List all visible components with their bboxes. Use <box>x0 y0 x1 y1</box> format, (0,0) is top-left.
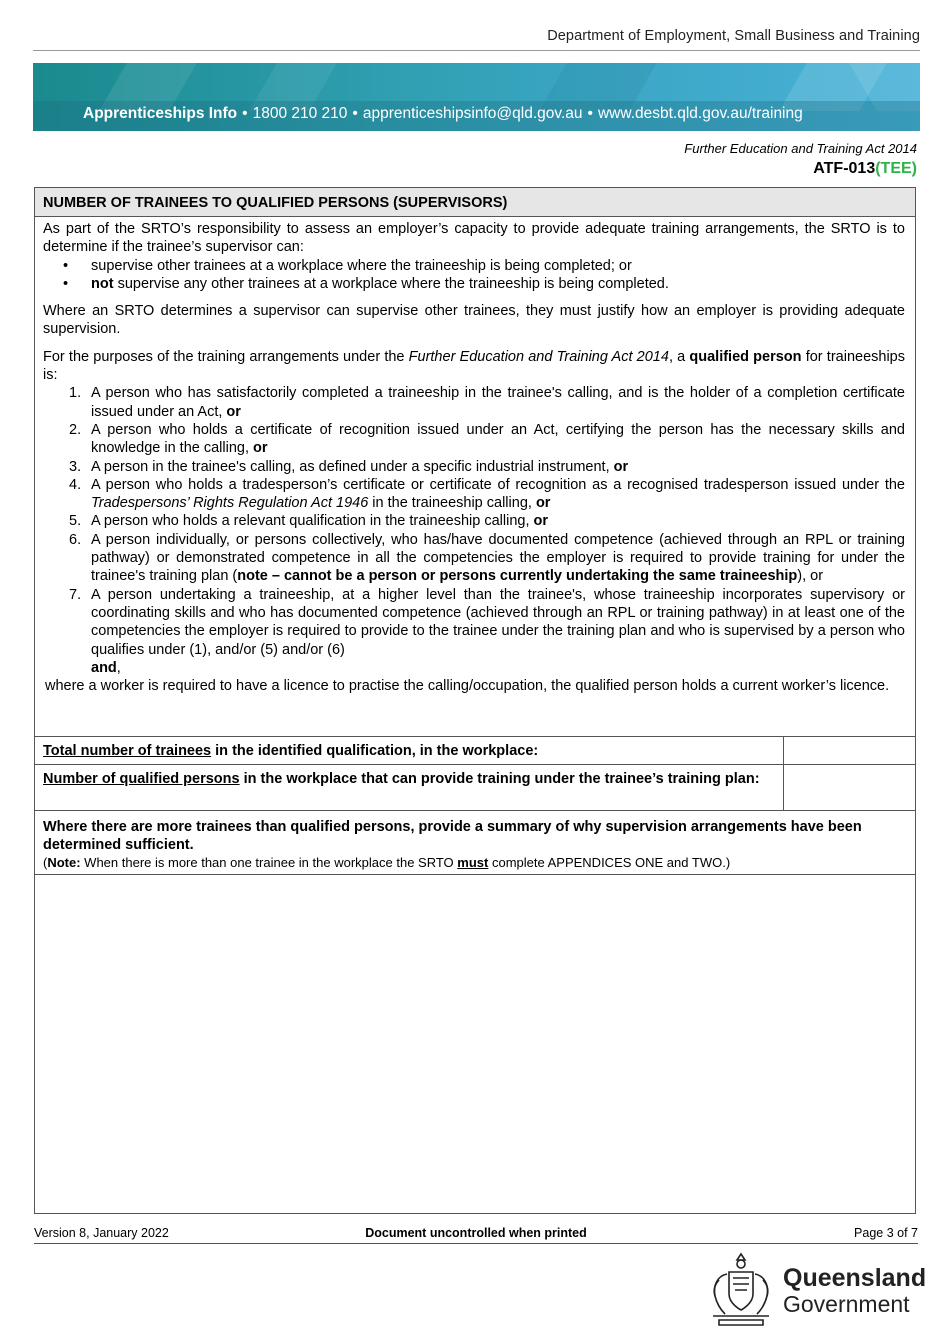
appendix-note: (Note: When there is more than one trainee in the workplace the SRTO must complete APPENDICES ONE and TWO.) <box>43 855 731 870</box>
form-code-suffix: (TEE) <box>875 160 917 177</box>
qualified-persons-row <box>35 764 915 810</box>
bullet-separator: • <box>352 105 358 122</box>
section-title: NUMBER OF TRAINEES TO QUALIFIED PERSONS (SUPERVISORS) <box>35 188 915 217</box>
website-link[interactable]: www.desbt.qld.gov.au/training <box>597 105 803 122</box>
list-item: 6. A person individually, or persons collectively, who has/have documented competence (achieved through an RPL or training pathway) or demonstrated competence in all the competencies the employer is required to provide training for under the trainee's training plan (note – cannot be a person or persons currently undertaking the same traineeship), or <box>69 531 905 585</box>
header-divider <box>33 50 920 51</box>
list-item: 5. A person who holds a relevant qualification in the traineeship calling, or <box>69 513 549 530</box>
total-trainees-field[interactable] <box>783 737 915 764</box>
program-name: Apprenticeships Info <box>83 105 238 122</box>
list-item: 2. A person who holds a certificate of recognition issued under an Act, certifying the person has the necessary skills and knowledge in the calling, or <box>69 421 905 457</box>
total-trainees-label: Total number of trainees in the identified qualification, in the workplace: <box>43 743 539 759</box>
logo-line-queensland: Queensland <box>783 1264 927 1292</box>
list-item: • not supervise any other trainees at a workplace where the traineeship is being completed. <box>63 275 669 292</box>
queensland-government-logo <box>705 1250 927 1328</box>
email-link[interactable]: apprenticeshipsinfo@qld.gov.au <box>362 105 583 122</box>
list-item: 7. A person undertaking a traineeship, at a higher level than the trainee's, whose traineeship incorporates supervisory or coordinating skills and who has documented competence (achieved through an RPL or training pathway) in at least one of the competencies the employer is required to provide to the trainee under the training plan and who is supervised by a person who qualifies under (1), and/or (5) and/or (6) <box>69 586 905 658</box>
page-number: Page 3 of 7 <box>854 1226 918 1240</box>
form-table <box>34 187 916 1214</box>
summary-heading: Where there are more trainees than qualified persons, provide a summary of why supervision arrangements have been determined sufficient. <box>43 819 862 853</box>
form-code <box>813 160 917 178</box>
contact-banner <box>33 63 920 131</box>
and-connector: and, <box>91 659 121 676</box>
list-item: 1. A person who has satisfactorily completed a traineeship in the trainee's calling, and is the holder of a completion certificate issued under an Act, or <box>69 385 905 420</box>
summary-field[interactable] <box>35 876 915 1213</box>
bullet-icon: • <box>63 275 69 292</box>
version-text: Version 8, January 2022 <box>34 1226 169 1240</box>
licence-text: where a worker is required to have a licence to practise the calling/occupation, the qualified person holds a current worker’s licence. <box>45 678 890 695</box>
form-code-main: ATF-013 <box>813 160 876 177</box>
phone-number[interactable]: 1800 210 210 <box>252 105 348 122</box>
uncontrolled-notice: Document uncontrolled when printed <box>365 1226 587 1240</box>
intro-text: As part of the SRTO’s responsibility to assess an employer’s capacity to provide adequate training arrangements, the SRTO is to determine if the trainee’s supervisor can: <box>43 221 905 256</box>
coat-of-arms-icon <box>705 1250 777 1328</box>
justify-text: Where an SRTO determines a supervisor can supervise other trainees, they must justify how an employer is providing adequate supervision. <box>43 303 905 338</box>
banner-contact-line <box>83 105 803 123</box>
department-name: Department of Employment, Small Business and Training <box>547 28 920 44</box>
bullet-separator: • <box>587 105 593 122</box>
total-trainees-row <box>35 736 915 764</box>
list-item: 3. A person in the trainee's calling, as defined under a specific industrial instrument, or <box>69 458 629 475</box>
instructions-cell <box>35 217 915 695</box>
logo-line-government: Government <box>783 1291 910 1317</box>
summary-instructions <box>35 810 915 875</box>
footer-divider <box>34 1243 918 1244</box>
qualified-persons-field[interactable] <box>783 765 915 810</box>
bullet-icon: • <box>63 257 69 274</box>
purpose-text: For the purposes of the training arrangements under the Further Education and Training Act 2014, a qualified person for traineeships is: <box>43 348 905 384</box>
act-reference: Further Education and Training Act 2014 <box>684 141 917 156</box>
qualified-person-list <box>43 384 905 658</box>
supervisor-options-list <box>43 257 905 294</box>
list-item: 4. A person who holds a tradesperson’s certificate or certificate of recognition as a recognised tradesperson issued under the Tradespersons’ Rights Regulation Act 1946 in the traineeship calling, or <box>69 476 905 512</box>
list-item: • supervise other trainees at a workplace where the traineeship is being completed; or <box>63 257 632 274</box>
bullet-separator: • <box>242 105 248 122</box>
qualified-persons-label: Number of qualified persons in the workplace that can provide training under the trainee’s training plan: <box>43 771 760 787</box>
